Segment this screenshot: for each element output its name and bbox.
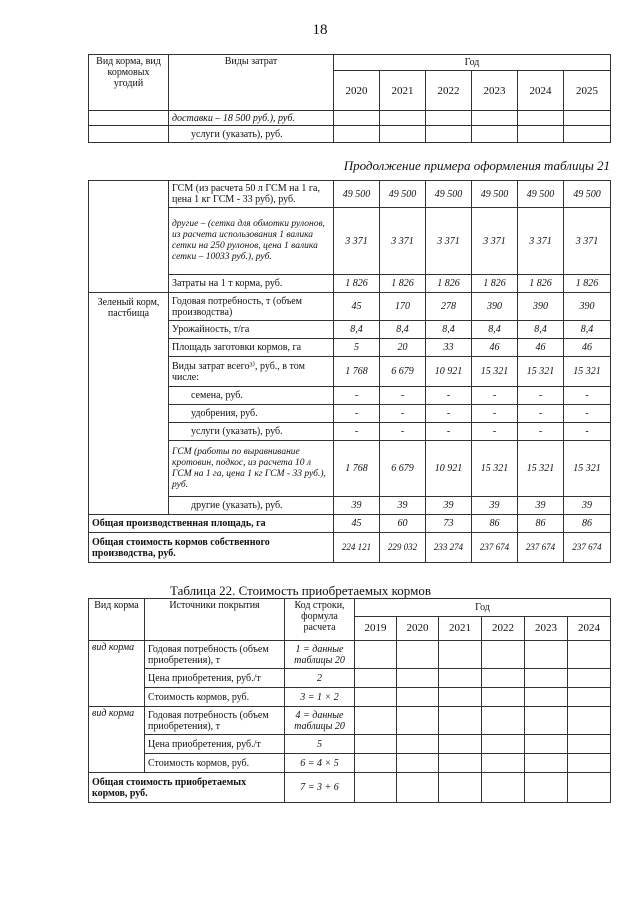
- value-cell: -: [426, 423, 472, 441]
- value-cell: -: [564, 423, 611, 441]
- value-cell: 8,4: [426, 321, 472, 339]
- value-cell: 46: [472, 339, 518, 357]
- value-cell: 6 679: [380, 441, 426, 497]
- total-area-label: Общая производственная площадь, га: [89, 515, 334, 533]
- value-cell: 10 921: [426, 441, 472, 497]
- value-cell: 390: [518, 293, 564, 321]
- table-22-title: Таблица 22. Стоимость приобретаемых кормов: [170, 583, 431, 598]
- value-cell: 49 500: [564, 181, 611, 208]
- value-cell: 5: [334, 339, 380, 357]
- row-label: Годовая потребность (объем приобретения), т: [145, 641, 285, 669]
- value-cell: 15 321: [472, 441, 518, 497]
- value-cell: 49 500: [380, 181, 426, 208]
- code-cell: 5: [285, 735, 355, 754]
- header-year: Год: [355, 599, 611, 617]
- year-cell: 2023: [525, 617, 568, 641]
- year-cell: 2020: [334, 71, 380, 111]
- value-cell: 233 274: [426, 533, 472, 563]
- row-label: Площадь заготовки кормов, га: [169, 339, 334, 357]
- value-cell: 45: [334, 515, 380, 533]
- value-cell: 1 826: [426, 275, 472, 293]
- value-cell: 45: [334, 293, 380, 321]
- row-label: Годовая потребность (объем приобретения), т: [145, 707, 285, 735]
- code-cell: 4 = данные таблицы 20: [285, 707, 355, 735]
- year-cell: 2019: [355, 617, 397, 641]
- value-cell: 1 826: [564, 275, 611, 293]
- value-cell: 39: [472, 497, 518, 515]
- total-label: Общая стоимость приобретаемых кормов, руб.: [89, 773, 285, 803]
- year-cell: 2023: [472, 71, 518, 111]
- value-cell: 49 500: [426, 181, 472, 208]
- value-cell: -: [380, 405, 426, 423]
- value-cell: 39: [518, 497, 564, 515]
- header-code: Код строки, формула расчета: [285, 599, 355, 641]
- value-cell: 15 321: [472, 357, 518, 387]
- group-label: вид корма: [89, 707, 145, 773]
- value-cell: -: [380, 423, 426, 441]
- value-cell: 15 321: [564, 441, 611, 497]
- value-cell: 3 371: [518, 208, 564, 275]
- value-cell: -: [472, 405, 518, 423]
- value-cell: -: [380, 387, 426, 405]
- value-cell: 39: [564, 497, 611, 515]
- value-cell: 33: [426, 339, 472, 357]
- value-cell: 3 371: [426, 208, 472, 275]
- row-label: Урожайность, т/га: [169, 321, 334, 339]
- value-cell: 3 371: [564, 208, 611, 275]
- value-cell: 39: [426, 497, 472, 515]
- value-cell: 237 674: [564, 533, 611, 563]
- row-label: услуги (указать), руб.: [169, 126, 334, 143]
- total-cost-label: Общая стоимость кормов собственного производства, руб.: [89, 533, 334, 563]
- value-cell: 6 679: [380, 357, 426, 387]
- header-feed-type: Вид корма, вид кормовых угодий: [89, 55, 169, 111]
- value-cell: -: [334, 387, 380, 405]
- value-cell: 278: [426, 293, 472, 321]
- value-cell: -: [518, 423, 564, 441]
- table-22: [88, 598, 611, 803]
- value-cell: -: [472, 387, 518, 405]
- value-cell: 390: [472, 293, 518, 321]
- value-cell: -: [472, 423, 518, 441]
- row-label: удобрения, руб.: [169, 405, 334, 423]
- value-cell: 49 500: [472, 181, 518, 208]
- value-cell: 49 500: [518, 181, 564, 208]
- value-cell: -: [334, 423, 380, 441]
- year-cell: 2020: [397, 617, 439, 641]
- value-cell: -: [334, 405, 380, 423]
- value-cell: 237 674: [472, 533, 518, 563]
- value-cell: 60: [380, 515, 426, 533]
- value-cell: 170: [380, 293, 426, 321]
- code-cell: 7 = 3 + 6: [285, 773, 355, 803]
- row-label: другие (указать), руб.: [169, 497, 334, 515]
- table-21-header-fragment: [88, 54, 611, 143]
- code-cell: 2: [285, 669, 355, 688]
- row-label: доставки – 18 500 руб.), руб.: [169, 111, 334, 126]
- code-cell: 6 = 4 × 5: [285, 754, 355, 773]
- value-cell: 3 371: [380, 208, 426, 275]
- value-cell: 73: [426, 515, 472, 533]
- value-cell: 3 371: [334, 208, 380, 275]
- row-label: семена, руб.: [169, 387, 334, 405]
- value-cell: 3 371: [472, 208, 518, 275]
- value-cell: 229 032: [380, 533, 426, 563]
- value-cell: 86: [564, 515, 611, 533]
- header-year: Год: [334, 55, 611, 71]
- year-cell: 2022: [482, 617, 525, 641]
- value-cell: 8,4: [564, 321, 611, 339]
- row-label: Затраты на 1 т корма, руб.: [169, 275, 334, 293]
- value-cell: 15 321: [518, 441, 564, 497]
- value-cell: 49 500: [334, 181, 380, 208]
- row-label: ГСМ (работы по выравнивание кротовин, подкос, из расчета 10 л ГСМ на 1 га, цена 1 кг ГСМ - 33 руб.), руб.: [169, 441, 334, 497]
- row-label: Годовая потребность, т (объем производства): [169, 293, 334, 321]
- value-cell: 8,4: [518, 321, 564, 339]
- row-label: Виды затрат всего³⁾, руб., в том числе:: [169, 357, 334, 387]
- value-cell: 1 768: [334, 441, 380, 497]
- value-cell: 8,4: [334, 321, 380, 339]
- header-feed-type: Вид корма: [89, 599, 145, 641]
- year-cell: 2024: [568, 617, 611, 641]
- row-label: Стоимость кормов, руб.: [145, 754, 285, 773]
- value-cell: 39: [380, 497, 426, 515]
- value-cell: 86: [518, 515, 564, 533]
- row-label: Стоимость кормов, руб.: [145, 688, 285, 707]
- year-cell: 2024: [518, 71, 564, 111]
- value-cell: 8,4: [472, 321, 518, 339]
- value-cell: 10 921: [426, 357, 472, 387]
- year-cell: 2025: [564, 71, 611, 111]
- value-cell: 86: [472, 515, 518, 533]
- row-label: услуги (указать), руб.: [169, 423, 334, 441]
- value-cell: 1 826: [334, 275, 380, 293]
- value-cell: 1 826: [380, 275, 426, 293]
- value-cell: 39: [334, 497, 380, 515]
- value-cell: -: [564, 405, 611, 423]
- page-number: 18: [312, 22, 328, 38]
- row-label: Цена приобретения, руб./т: [145, 735, 285, 754]
- row-label: ГСМ (из расчета 50 л ГСМ на 1 га, цена 1 кг ГСМ - 33 руб), руб.: [169, 181, 334, 208]
- row-label: другие – (сетка для обмотки рулонов, из расчета использования 1 валика сетки на 250 рулонов, цена 1 валика сетки – 10033 руб.), руб.: [169, 208, 334, 275]
- year-cell: 2021: [380, 71, 426, 111]
- value-cell: -: [426, 387, 472, 405]
- value-cell: 224 121: [334, 533, 380, 563]
- value-cell: 8,4: [380, 321, 426, 339]
- year-cell: 2021: [439, 617, 482, 641]
- table-21-continuation: [88, 180, 611, 563]
- value-cell: -: [518, 387, 564, 405]
- value-cell: 20: [380, 339, 426, 357]
- value-cell: 1 768: [334, 357, 380, 387]
- value-cell: 46: [518, 339, 564, 357]
- header-sources: Источники покрытия: [145, 599, 285, 641]
- value-cell: -: [518, 405, 564, 423]
- value-cell: -: [426, 405, 472, 423]
- value-cell: 15 321: [518, 357, 564, 387]
- header-cost-types: Виды затрат: [169, 55, 334, 111]
- row-label: Цена приобретения, руб./т: [145, 669, 285, 688]
- continuation-caption: Продолжение примера оформления таблицы 21: [343, 158, 610, 173]
- year-cell: 2022: [426, 71, 472, 111]
- value-cell: 1 826: [472, 275, 518, 293]
- value-cell: -: [564, 387, 611, 405]
- value-cell: 237 674: [518, 533, 564, 563]
- code-cell: 1 = данные таблицы 20: [285, 641, 355, 669]
- group-label: вид корма: [89, 641, 145, 707]
- code-cell: 3 = 1 × 2: [285, 688, 355, 707]
- value-cell: 15 321: [564, 357, 611, 387]
- value-cell: 1 826: [518, 275, 564, 293]
- value-cell: 390: [564, 293, 611, 321]
- group-label: Зеленый корм, пастбища: [89, 293, 169, 515]
- value-cell: 46: [564, 339, 611, 357]
